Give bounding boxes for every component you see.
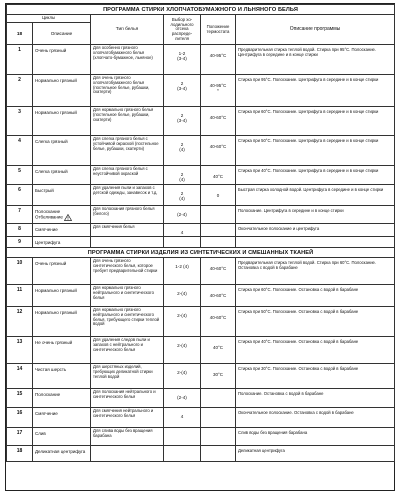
cycle-description-text: Нормально грязный (35, 110, 77, 116)
laundry-type: Для очень грязного синтетического белья, которое требует предварительной стирки (91, 258, 164, 285)
program-description: Окончательное полоскание. Остановка с водой в барабане (236, 408, 395, 428)
thermostat-position: 0 (201, 185, 236, 206)
table-row (7, 337, 395, 364)
program-description: Стирка при 60°С. Полоскание. Остановка с водой в барабане (236, 285, 395, 307)
cycle-description-text: Смягчение (35, 227, 58, 233)
laundry-type (91, 446, 164, 462)
program-description: Стирка при 60°С. Полоскание. Центрифуга в середине и в конце стирки (236, 107, 395, 136)
cycle-description-text: Чистая шерсть (35, 367, 67, 373)
dispenser-selector: 2-(4) (164, 285, 201, 307)
program-description: Стирка при 50°С. Полоскание. Остановка с водой в барабане (236, 307, 395, 337)
laundry-type: Для особенно грязного хлопчатобумажного белья (хлопчато-бумажное, льняное) (91, 45, 164, 75)
thermostat-position: 30°С (201, 364, 236, 389)
program-description: Слив воды без вращения барабана (236, 428, 395, 446)
table-row (7, 446, 395, 462)
program-description: Деликатная центрифуга (236, 446, 395, 462)
cycle-number: 18 (7, 446, 33, 462)
cycle-description (33, 285, 91, 307)
thermostat-position (201, 408, 236, 428)
cycle-number: 5 (7, 166, 33, 185)
cycle-description (33, 307, 91, 337)
thermostat-position: 40-60°С (201, 258, 236, 285)
dispenser-selector (164, 428, 201, 446)
cycle-number: 4 (7, 136, 33, 166)
cycle-number: 2 (7, 75, 33, 107)
program-description: Быстрая стирка холодной водой. Центрифуга в середине и в конце стирки (236, 185, 395, 206)
dispenser-selector: 2-(4) (164, 307, 201, 337)
thermostat-position (201, 237, 236, 248)
header-num: 18 (7, 23, 33, 45)
table-row (7, 364, 395, 389)
cycle-number: 16 (7, 408, 33, 428)
laundry-type: Для полоскания нейтрального и синтетического белья (91, 389, 164, 408)
table-row (7, 307, 395, 337)
thermostat-position: 40°С (201, 337, 236, 364)
program-description: Предварительная стирка теплой водой. Стирка при 95°С. Полоскание. Центрифуга в середине и в конце стирки (236, 45, 395, 75)
dispenser-selector: 2 (3-4) (164, 107, 201, 136)
program-description: Предварительная стирка теплой водой. Стирка при 60°С. Полоскание. Остановка с водой в барабане (236, 258, 395, 285)
header-type: Тип белья (91, 15, 164, 45)
cycle-number: 17 (7, 428, 33, 446)
dispenser-selector: 1-2 (3-4) (164, 45, 201, 75)
program-description: Стирка при 50°С. Полоскание. Центрифуга в середине и в конце стирки (236, 136, 395, 166)
program-description: Стирка при 30°С. Полоскание. Остановка с водой в барабане (236, 364, 395, 389)
thermostat-position: 40-95°С * (201, 75, 236, 107)
thermostat-position: 40-60°С (201, 285, 236, 307)
dispenser-selector: (2-4) (164, 389, 201, 408)
cycle-description-text: Слив (35, 431, 46, 437)
thermostat-position (201, 206, 236, 224)
cycle-description (33, 75, 91, 107)
table-row (7, 75, 395, 107)
cycle-number: 3 (7, 107, 33, 136)
cycle-description (33, 428, 91, 446)
dispenser-selector: 2-(4) (164, 364, 201, 389)
table-row (7, 107, 395, 136)
table-row (7, 285, 395, 307)
cycle-description (33, 337, 91, 364)
table-row (7, 45, 395, 75)
header-cycles: Циклы (7, 15, 91, 23)
thermostat-position: 40-60°С (201, 307, 236, 337)
cycle-description-text: Очень грязный (35, 48, 67, 54)
dispenser-selector: 2-(4) (164, 337, 201, 364)
cycle-description (33, 136, 91, 166)
dispenser-selector: 2 (4) (164, 185, 201, 206)
header-desc: Описание (33, 23, 91, 45)
cycle-description-text: Нормально грязный (35, 288, 77, 294)
dispenser-selector: 1-2 (4) (164, 258, 201, 285)
cycle-description (33, 185, 91, 206)
dispenser-selector: 4 (164, 408, 201, 428)
cycle-description-text: Очень грязный (35, 261, 67, 267)
dispenser-selector: 4 (164, 224, 201, 237)
laundry-type: Для слегка грязного белья с устойчивой окраской (постельное белье, рубашки, скатерти) (91, 136, 164, 166)
table-row (7, 428, 395, 446)
table-row (7, 166, 395, 185)
laundry-type: Для полоскания грязного белья (белого) (91, 206, 164, 224)
cycle-description-text: Нормально грязный (35, 310, 77, 316)
table-row (7, 389, 395, 408)
thermostat-position (201, 446, 236, 462)
laundry-type: Для смягчения белья (91, 224, 164, 237)
cycle-description (33, 408, 91, 428)
program-description: Окончательное полоскание и центрифуга (236, 224, 395, 237)
cycle-number: 14 (7, 364, 33, 389)
cycle-description-text: Не очень грязный (35, 340, 73, 346)
cycle-description-text: Полоскание Отбеливание (35, 209, 63, 220)
dispenser-selector (164, 446, 201, 462)
table-row (7, 224, 395, 237)
dispenser-selector: 2 (4) (164, 166, 201, 185)
cycle-number: 1 (7, 45, 33, 75)
cycle-description (33, 206, 91, 224)
cycle-number: 10 (7, 258, 33, 285)
cycle-number: 7 (7, 206, 33, 224)
cycle-description (33, 258, 91, 285)
cycle-description-text: Нормально грязный (35, 78, 77, 84)
thermostat-position: 40°С (201, 166, 236, 185)
dispenser-selector: (2-4) (164, 206, 201, 224)
laundry-type: Для нормально грязного белья (постельное белье, рубашки, скатерти) (91, 107, 164, 136)
cycle-number: 12 (7, 307, 33, 337)
cycle-number: 11 (7, 285, 33, 307)
cycle-description (33, 224, 91, 237)
cycle-description-text: Деликатная центрифуга (35, 449, 86, 455)
cycle-number: 9 (7, 237, 33, 248)
cycle-number: 13 (7, 337, 33, 364)
cycle-number: 8 (7, 224, 33, 237)
thermostat-position (201, 389, 236, 408)
cycle-description (33, 446, 91, 462)
warning-triangle-icon (64, 214, 72, 221)
laundry-type: Для шерстяных изделий, требующих деликатной стирки теплой водой (91, 364, 164, 389)
dispenser-selector (164, 237, 201, 248)
cycle-description-text: Смягчение (35, 411, 58, 417)
laundry-type: Для слегка грязного белья с неустойчивой окраской (91, 166, 164, 185)
program-description: Стирка при 40°С. Полоскание. Остановка с водой в барабане (236, 337, 395, 364)
laundry-type: Для очень грязного хлопчатобумажного белья (постельное белье, рубашки, скатерти) (91, 75, 164, 107)
dispenser-selector: 2 (3-4) (164, 75, 201, 107)
thermostat-position: 40-60°С (201, 136, 236, 166)
table-row (7, 185, 395, 206)
cycle-description-text: Слегка грязный (35, 139, 68, 145)
thermostat-position: 40-95°С (201, 45, 236, 75)
thermostat-position: 40-60°С (201, 107, 236, 136)
table-row (7, 206, 395, 224)
cycle-description-text: Слегка грязный (35, 169, 68, 175)
wash-program-table (6, 4, 395, 462)
section1-title: ПРОГРАММА СТИРКИ ХЛОПЧАТОБУМАЖНОГО И ЛЬНЯНОГО БЕЛЬЯ (7, 5, 395, 15)
thermostat-position (201, 224, 236, 237)
table-row (7, 258, 395, 285)
laundry-type (91, 237, 164, 248)
thermostat-position (201, 428, 236, 446)
laundry-type: Для слива воды без вращения барабана (91, 428, 164, 446)
table-row (7, 237, 395, 248)
cycle-description (33, 166, 91, 185)
header-program: Описание программы (236, 15, 395, 45)
program-description: Полоскание. Остановка с водой в барабане (236, 389, 395, 408)
program-description: Стирка при 95°С. Полоскание. Центрифуга в середине и в конце стирки (236, 75, 395, 107)
cycle-description (33, 389, 91, 408)
cycle-description (33, 237, 91, 248)
laundry-type: Для нормально грязного нейтрального и синтетического белья (91, 285, 164, 307)
laundry-type: Для нормально грязного нейтрального и синтетического белья, требующего стирки теплой водой (91, 307, 164, 337)
wash-program-sheet (5, 3, 395, 491)
laundry-type: Для удаления следов пыли и запахов с нейтрального и синтетического белья (91, 337, 164, 364)
section2-title: ПРОГРАММА СТИРКИ ИЗДЕЛИЯ ИЗ СИНТЕТИЧЕСКИХ И СМЕШАННЫХ ТКАНЕЙ (7, 247, 395, 257)
dispenser-selector: 2 (4) (164, 136, 201, 166)
laundry-type: Для смягчения нейтрального и синтетического белья (91, 408, 164, 428)
cycle-description-text: Полоскание (35, 392, 61, 398)
program-description (236, 237, 395, 248)
program-description: Стирка при 40°С. Полоскание. Центрифуга в середине и в конце стирки (236, 166, 395, 185)
header-selector: Выбор хо-лодильного отсека распреде-лителя (164, 15, 201, 45)
laundry-type: Для удаления пыли и запахов с детской одежды, занавесок и т.д. (91, 185, 164, 206)
cycle-description (33, 45, 91, 75)
section2-title-row (7, 247, 395, 257)
cycle-number: 15 (7, 389, 33, 408)
table-row (7, 408, 395, 428)
header-cycles-row (7, 15, 395, 23)
program-description: Полоскание. Центрифуга в середине и в конце стирки (236, 206, 395, 224)
section1-title-row (7, 5, 395, 15)
cycle-description-text: Быстрый (35, 188, 54, 194)
header-thermostat: Положение термостата (201, 15, 236, 45)
cycle-number: 6 (7, 185, 33, 206)
table-row (7, 136, 395, 166)
cycle-description (33, 107, 91, 136)
cycle-description-text: Центрифуга (35, 240, 61, 246)
cycle-description (33, 364, 91, 389)
